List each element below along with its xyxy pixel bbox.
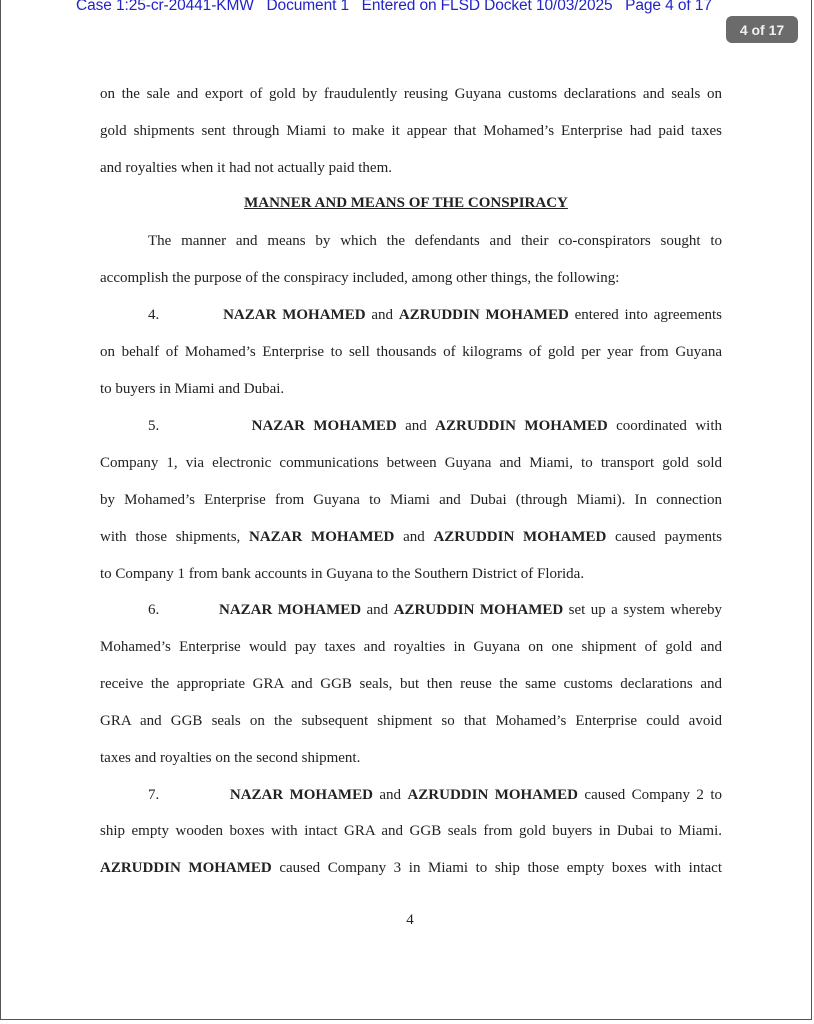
text-segment: caused payments — [606, 529, 722, 545]
text-line — [100, 342, 722, 362]
text-segment: receive the appropriate GRA and GGB seals, but then reuse the same customs declarations and — [100, 676, 722, 692]
text-line — [100, 858, 722, 878]
text-segment: caused Company 3 in Miami to ship those empty boxes with intact — [271, 860, 722, 876]
section-heading: MANNER AND MEANS OF THE CONSPIRACY — [244, 195, 568, 211]
text-segment: entered into agreements — [568, 307, 722, 323]
text-segment: to buyers in Miami and Dubai. — [100, 381, 285, 397]
text-segment: and — [396, 418, 436, 434]
text-line — [100, 600, 722, 620]
text-line — [100, 231, 722, 251]
text-line — [100, 84, 722, 104]
text-segment: accomplish the purpose of the conspiracy included, among other things, the following: — [100, 270, 620, 286]
text-line — [100, 379, 722, 399]
text-segment: 7. — [148, 787, 230, 803]
text-line — [100, 711, 722, 731]
text-segment: caused Company 2 to — [578, 787, 722, 803]
text-line — [100, 305, 722, 325]
text-segment: Company 1, via electronic communications between Guyana and Miami, to transport gold sold — [100, 455, 722, 471]
text-line — [100, 453, 722, 473]
defendant-name: NAZAR MOHAMED — [229, 787, 373, 803]
text-segment: and — [394, 529, 434, 545]
text-segment: gold shipments sent through Miami to make it appear that Mohamed’s Enterprise had paid taxes — [100, 123, 722, 139]
text-line — [100, 748, 722, 768]
text-line — [100, 674, 722, 694]
defendant-name: AZRUDDIN MOHAMED — [407, 787, 579, 803]
text-segment: set up a system whereby — [563, 602, 723, 618]
text-line — [100, 268, 722, 288]
defendant-name: AZRUDDIN MOHAMED — [393, 602, 564, 618]
page-number: 4 — [406, 912, 414, 928]
defendant-name: AZRUDDIN MOHAMED — [433, 529, 607, 545]
text-segment: ship empty wooden boxes with intact GRA and GGB seals from gold buyers in Dubai to Miami. — [100, 823, 722, 839]
text-segment: by Mohamed’s Enterprise from Guyana to Miami and Dubai (through Miami). In connection — [100, 492, 722, 508]
text-line — [100, 158, 722, 178]
text-line — [100, 785, 722, 805]
text-segment: taxes and royalties on the second shipment. — [100, 750, 361, 766]
text-segment: coordinated with — [607, 418, 723, 434]
text-segment: and — [361, 602, 394, 618]
text-segment: 6. — [148, 602, 219, 618]
text-line — [100, 637, 722, 657]
docket-header: Case 1:25-cr-20441-KMW Document 1 Entered on FLSD Docket 10/03/2025 Page 4 of 17 — [76, 0, 712, 14]
text-segment: and royalties when it had not actually paid them. — [100, 160, 393, 176]
defendant-name: NAZAR MOHAMED — [223, 307, 366, 323]
text-segment: and — [372, 787, 408, 803]
text-segment: GRA and GGB seals on the subsequent shipment so that Mohamed’s Enterprise could avoid — [100, 713, 722, 729]
text-line — [100, 564, 722, 584]
defendant-name: NAZAR MOHAMED — [251, 418, 397, 434]
text-segment: on behalf of Mohamed’s Enterprise to sell thousands of kilograms of gold per year from Guyana — [100, 344, 722, 360]
text-segment: to Company 1 from bank accounts in Guyana to the Southern District of Florida. — [100, 566, 585, 582]
text-segment: and — [365, 307, 399, 323]
defendant-name: NAZAR MOHAMED — [219, 602, 362, 618]
text-segment: The manner and means by which the defendants and their co-conspirators sought to — [148, 233, 722, 249]
text-segment: Mohamed’s Enterprise would pay taxes and royalties in Guyana on one shipment of gold and — [100, 639, 722, 655]
text-segment: with those shipments, — [100, 529, 250, 545]
page-indicator-badge: 4 of 17 — [726, 16, 798, 43]
text-segment: 4. — [148, 307, 224, 323]
text-segment: on the sale and export of gold by fraudulently reusing Guyana customs declarations and seals on — [100, 86, 722, 102]
text-line — [100, 527, 722, 547]
defendant-name: NAZAR MOHAMED — [249, 529, 395, 545]
text-segment: 5. — [148, 418, 252, 434]
text-line — [100, 821, 722, 841]
text-line — [100, 490, 722, 510]
text-line — [100, 416, 722, 436]
defendant-name: AZRUDDIN MOHAMED — [435, 418, 608, 434]
text-line — [100, 121, 722, 141]
defendant-name: AZRUDDIN MOHAMED — [100, 860, 272, 876]
defendant-name: AZRUDDIN MOHAMED — [398, 307, 569, 323]
